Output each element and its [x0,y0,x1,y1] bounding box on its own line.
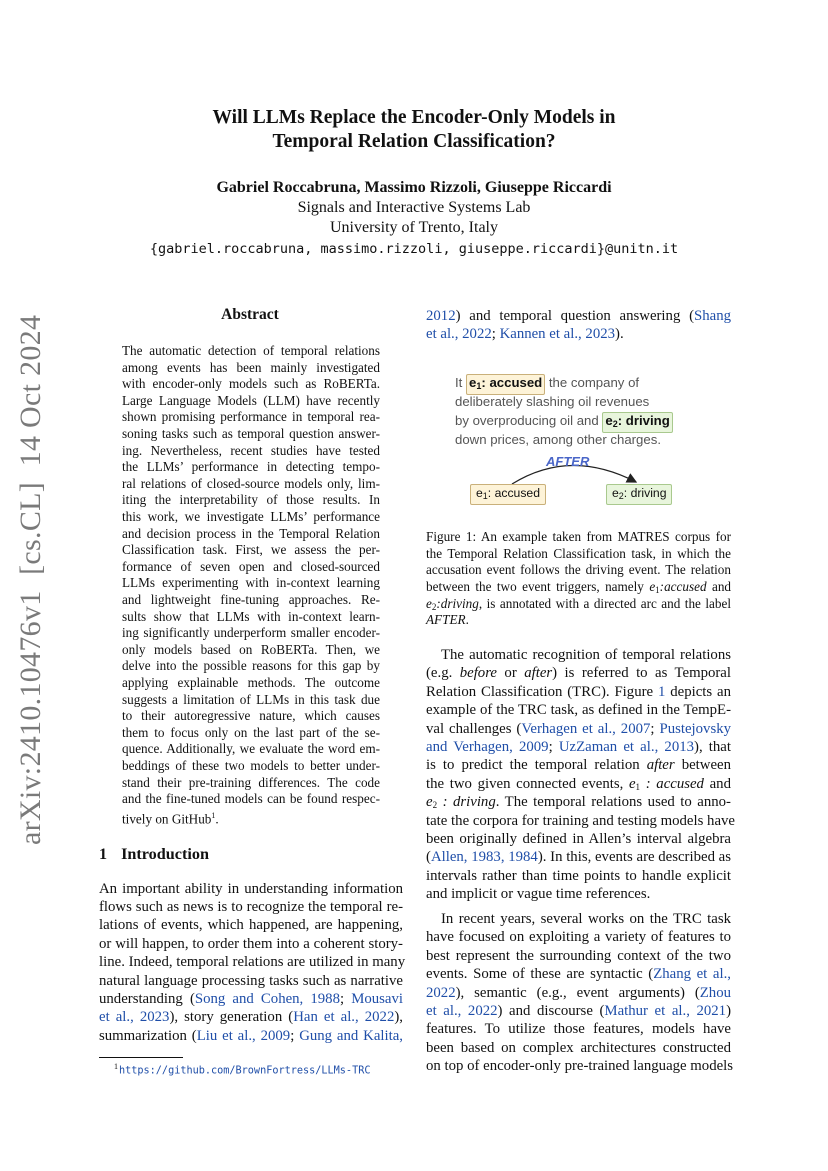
abstract-line-16: and lightweight fine-tuning approaches. Re- [122,592,380,607]
author-names: Gabriel Roccabruna, Massimo Rizzoli, Giuseppe Riccardi [216,179,612,196]
event-node-e2: $e_2$: driving [606,484,672,505]
intro-right-p1-line-4: example of the TRC task, as defined in the TempE- [426,702,731,719]
figure-1-event-example [440,370,720,510]
citation-link[interactable]: Shang [694,308,731,324]
abstract-line-7: ing. Nevertheless, recent studies have tested [122,442,380,458]
intro-right-p2-line-9: on top of encoder-only pre-trained language models [426,1058,734,1075]
abstract-line-21: applying explainable methods. The outcome [122,675,380,690]
intro-right-p1-line-3: Relation Classification (TRC). Figure 1 depicts an [426,683,732,700]
citation-link[interactable]: and Verhagen, 2009 [426,739,549,755]
author-emails: {gabriel.roccabruna, massimo.rizzoli, giuseppe.riccardi}@unitn.it [149,241,679,257]
author-block [100,178,728,259]
caption-line-3: accusation event follows the driving event. The relation [426,562,731,578]
abstract-line-26: beddings of these two models to better under- [122,758,380,773]
intro-left-line-9: summarization (Liu et al., 2009; Gung and Kalita, [99,1027,404,1044]
section-number: 1 [99,845,108,863]
abstract-line-10: iting the interpretability of those results. In [122,492,380,508]
footnote-marker[interactable]: 1 [211,811,216,820]
intro-right-p1-line-14: and implicit or vague time references. [426,886,651,903]
intro-right-p2-line-4: events. Some of these are syntactic (Zhang et al., [426,966,731,983]
abstract-line-17: sults show that LLMs with in-context learn- [122,608,380,624]
figure-sentence-line-4: down prices, among other charges. [455,432,661,447]
intro-left-line-3: lations of events, which happened, are happening, [99,917,403,934]
abstract-line-28: and the fine-tuned models can be found respec- [122,791,380,807]
citation-link[interactable]: et al., 2022 [426,326,492,343]
caption-line-6: AFTER. [426,612,469,628]
abstract-last-text: tively on GitHub [122,811,212,827]
citation-link[interactable]: Zhang et al., [653,966,731,983]
affiliation-university: University of Trento, Italy [330,219,498,236]
abstract-line-11: this work, we investigate LLMs’ performance [122,509,380,524]
intro-right-p2-line-3: best represent the surrounding context of the two [426,947,731,964]
caption-line-4: between the two event triggers, namely $e_1:accused$ and [426,579,732,595]
abstract-line-2: among events has been mainly investigated [122,359,380,375]
figure-reference-link[interactable]: 1 [657,683,666,700]
citation-link[interactable]: et al., 2022 [426,1003,498,1019]
citation-link[interactable]: Pustejovsky [659,720,731,737]
citation-link[interactable]: Mousavi [351,991,403,1007]
abstract-line-13: Classification task. First, we assess the per- [122,542,380,558]
figure-sentence-line-1: It $e_1$: accused the company of [455,373,639,395]
abstract-line-24: them to focus only on the last part of the se- [122,724,380,740]
citation-link[interactable]: Gung and Kalita, [299,1027,404,1044]
abstract-line-20: delve into the possible reasons for this gap by [122,658,380,674]
citation-link[interactable]: Song and Cohen, 1988 [194,991,340,1007]
citation-link[interactable]: Zhou [699,984,731,1001]
section-title: Introduction [121,845,209,863]
abstract-line-23: to their autoregressive nature, which causes [122,708,380,724]
event-tag-e1: $e_1$: accused [466,374,545,395]
caption-line-1: Figure 1: An example taken from MATRES corpus for [426,528,731,544]
footnote-url-link[interactable]: https://github.com/BrownFortress/LLMs-TRC [119,1065,371,1077]
citation-link[interactable]: et al., 2023 [99,1009,170,1026]
abstract-line-27: stand their pre-training differences. The code [122,774,380,790]
abstract-line-19: only models based on RoBERTa. Then, we [122,641,380,657]
citation-link[interactable]: Mathur et al., 2021 [604,1003,727,1019]
right-line-2: et al., 2022; Kannen et al., 2023). [426,326,624,343]
title-line-2: Temporal Relation Classification? [272,131,556,152]
figure-sentence-line-2: deliberately slashing oil revenues [455,394,650,409]
intro-left-line-1: An important ability in understanding information [99,880,403,897]
intro-left-line-2: flows such as news is to recognize the temporal re- [99,899,403,915]
intro-left-line-4: or will happen, to order them into a coherent story- [99,935,403,952]
abstract-heading: Abstract [221,306,279,323]
affiliation-lab: Signals and Interactive Systems Lab [297,199,531,216]
citation-link[interactable]: Han et al., 2022 [293,1009,395,1026]
intro-left-line-8: et al., 2023), story generation (Han et al., 2022), [99,1009,403,1026]
event-tag-e2: $e_2$: driving [602,412,672,433]
abstract-line-3: with encoder-only models such as RoBERTa. [122,376,380,392]
event-node-e1: $e_1$: accused [470,484,546,505]
intro-right-p1-line-13: intervals rather than time points to handle explicit [426,867,731,884]
intro-right-p2-line-8: been based on complex architectures constructed [426,1039,731,1056]
section-heading-introduction [99,845,209,864]
right-line-1: 2012) and temporal question answering (Shang [426,308,731,324]
abstract-line-15: LLMs experimenting with in-context learning [122,575,380,591]
citation-link[interactable]: Verhagen et al., 2007 [521,720,651,737]
intro-right-p1-line-10: tate the corpora for training and testing models have [426,812,735,829]
caption-line-2: the Temporal Relation Classification task, in which the [426,545,731,561]
intro-right-p1-line-5: val challenges (Verhagen et al., 2007; Pustejovsky [426,720,731,737]
intro-right-p1-line-7: is to predict the temporal relation after between [426,757,731,774]
arxiv-identifier-stamp: arXiv:2410.10476v1 [cs.CL] 14 Oct 2024 [14,314,47,845]
footnote [114,1062,370,1076]
citation-link[interactable]: 2022 [426,984,456,1001]
intro-right-p2-line-1: In recent years, several works on the TRC task [441,911,731,927]
citation-link[interactable]: 2012 [426,308,456,324]
paper-title [100,106,728,154]
citation-link[interactable]: Allen, 1983, 1984 [430,849,538,866]
abstract-line-5: shown promising performance in temporal rea- [122,409,380,425]
footnote-number: 1 [114,1062,118,1071]
abstract-line-25: quence. Additionally, we evaluate the word em- [122,741,380,757]
abstract-line-6: soning tasks such as temporal question answer- [122,426,380,441]
intro-right-p1-line-11: been originally defined in Allen’s interval algebra [426,831,731,847]
abstract-line-12: and decision process in the Temporal Relation [122,525,380,541]
abstract-last-period: . [215,811,219,827]
intro-left-line-6: natural language processing tasks such as narrative [99,972,403,989]
intro-right-p1-line-1: The automatic recognition of temporal relations [441,647,731,663]
abstract-line-18: ing significantly underperform smaller encoder- [122,625,380,641]
abstract-line-22: suggests a limitation of LLMs in this task due [122,691,380,707]
abstract-line-4: Large Language Models (LLM) have recently [122,392,380,408]
intro-right-p1-line-8: the two given connected events, $e_1$ : accused and [426,775,731,792]
abstract-last-line [122,808,380,828]
title-line-1: Will LLMs Replace the Encoder-Only Models in [212,107,616,128]
relation-label-after: AFTER [546,454,590,469]
intro-right-p1-line-6: and Verhagen, 2009; UzZaman et al., 2013), that [426,739,731,755]
figure-sentence-line-3: by overproducing oil and $e_2$: driving [455,411,673,433]
intro-right-p2-line-7: features. To utilize those features, models have [426,1021,731,1038]
abstract-line-14: formance of seven open and closed-sourced [122,558,380,574]
intro-right-p1-line-9: $e_2$ : driving. The temporal relations used to anno- [426,794,731,811]
footnote-divider [99,1057,183,1058]
intro-right-p2-line-6: et al., 2022) and discourse (Mathur et al., 2021) [426,1003,732,1019]
intro-right-p2-line-2: have focused on exploiting a variety of features to [426,929,731,946]
caption-line-5: $e_2:driving$, is annotated with a directed arc and the label [426,595,731,612]
citation-link[interactable]: UzZaman et al., 2013 [558,739,695,755]
intro-left-line-7: understanding (Song and Cohen, 1988; Mousavi [99,991,403,1007]
citation-link[interactable]: Kannen et al., 2023 [499,326,616,343]
intro-left-line-5: line. Indeed, temporal relations are utilized in many [99,954,406,971]
intro-right-p1-line-2: (e.g. before or after) is referred to as Temporal [426,665,731,682]
intro-right-p1-line-12: (Allen, 1983, 1984). In this, events are described as [426,849,731,866]
abstract-line-9: ral relations of closed-source models only, lim- [122,475,380,491]
intro-right-p2-line-5: 2022), semantic (e.g., event arguments) (Zhou [426,984,731,1001]
abstract-line-8: the LLMs’ performance in detecting tempo- [122,459,380,475]
abstract-line-1: The automatic detection of temporal relations [122,343,380,358]
citation-link[interactable]: Liu et al., 2009 [196,1027,291,1044]
